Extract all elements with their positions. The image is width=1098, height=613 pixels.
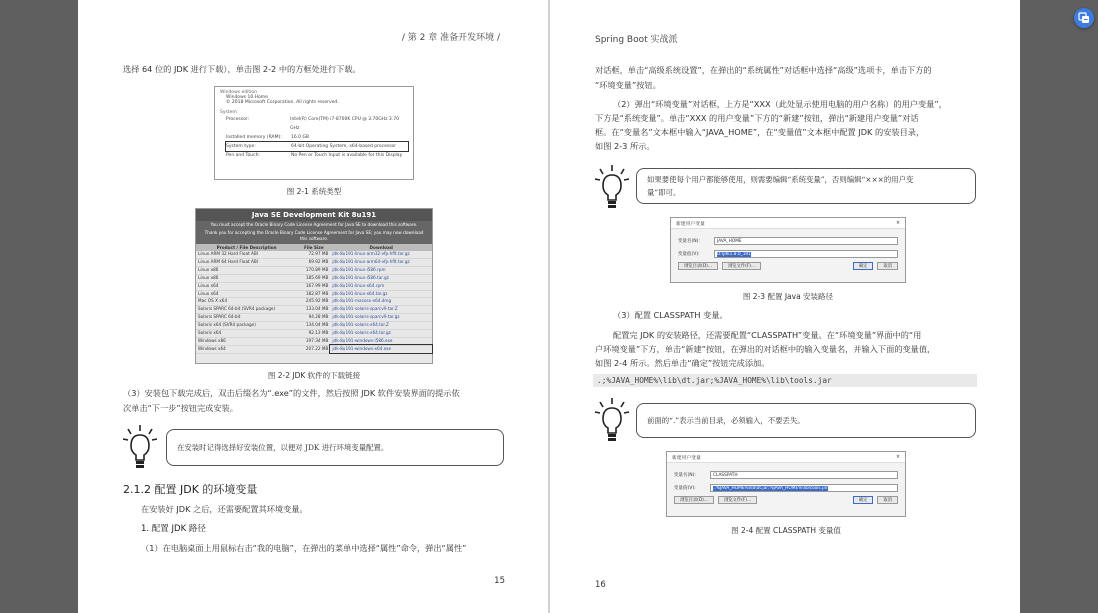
table-row xyxy=(196,274,432,282)
variable-value-input[interactable] xyxy=(714,250,898,258)
page-15 xyxy=(78,0,548,613)
cancel-button[interactable]: 取消 xyxy=(877,496,898,504)
section-heading: 2.1.2 配置 JDK 的环境变量 xyxy=(123,483,258,496)
size-cell: 134.04 MB xyxy=(297,322,330,330)
product-cell: Solaris SPARC 64-bit xyxy=(196,314,297,322)
intro-text: 选择 64 位的 JDK 进行下载），单击图 2-2 中的方框处进行下载。 xyxy=(123,64,361,74)
download-link[interactable]: jdk-8u191-linux-i586.rpm xyxy=(330,266,432,274)
system-info-row xyxy=(226,133,408,142)
product-cell: Linux x86 xyxy=(196,274,297,282)
product-cell: Linux ARM 64 Hard Float ABI xyxy=(196,258,297,266)
download-link[interactable]: jdk-8u191-windows-i586.exe xyxy=(330,337,432,345)
download-link[interactable]: jdk-8u191-linux-x64.rpm xyxy=(330,282,432,290)
variable-value-label: 变量值(V): xyxy=(674,485,696,491)
system-info-value: 64-bit Operating System, x64-based processor xyxy=(291,144,397,149)
p1-line-2: “环境变量”按钮。 xyxy=(595,80,661,90)
size-cell: 245.92 MB xyxy=(297,298,330,306)
product-cell: Linux ARM 32 Hard Float ABI xyxy=(196,251,297,258)
download-link[interactable]: jdk-8u191-linux-x64.tar.gz xyxy=(330,290,432,298)
download-link[interactable]: jdk-8u191-solaris-sparcv9.tar.Z xyxy=(330,306,432,314)
jdk-download-table xyxy=(196,244,432,354)
table-header: Download xyxy=(330,244,432,251)
lightbulb-icon xyxy=(594,397,630,445)
lightbulb-icon xyxy=(594,164,630,212)
download-link[interactable]: jdk-8u191-solaris-x64.tar.Z xyxy=(330,322,432,330)
download-link[interactable]: jdk-8u191-linux-i586.tar.gz xyxy=(330,274,432,282)
translate-icon[interactable] xyxy=(1074,8,1094,28)
table-header: Product / File Description xyxy=(196,244,297,251)
table-row xyxy=(196,282,432,290)
table-row xyxy=(196,314,432,322)
edition-label: Windows edition xyxy=(220,90,258,95)
page-number: 16 xyxy=(595,580,606,590)
subsection-3: （3）配置 CLASSPATH 变量。 xyxy=(613,310,728,320)
table-row xyxy=(196,251,432,258)
p3-line-3: 如图 2-4 所示。然后单击“确定”按钮完成添加。 xyxy=(595,358,770,368)
product-cell: Windows x86 xyxy=(196,337,297,345)
p2-line-4: 如图 2-3 所示。 xyxy=(595,141,655,151)
para-1: （1）在电脑桌面上用鼠标右击“我的电脑”，在弹出的菜单中选择“属性”命令，弹出“属性” xyxy=(141,543,467,553)
table-row xyxy=(196,322,432,330)
download-link[interactable]: jdk-8u191-linux-arm32-vfp-hflt.tar.gz xyxy=(330,251,432,258)
size-cell: 185.69 MB xyxy=(297,274,330,282)
system-info-value: Intel(R) Core(TM) i7-8700K CPU @ 3.70GHz 3.70 GHz xyxy=(290,117,399,131)
system-info-row xyxy=(226,151,408,160)
close-icon[interactable]: × xyxy=(895,220,900,226)
product-cell: Solaris x64 xyxy=(196,330,297,338)
edition-value: Windows 10 Home xyxy=(226,95,268,100)
figure-caption: 图 2-2 JDK 软件的下载链接 xyxy=(267,371,361,380)
p3-line-2: 户环境变量”下方，单击“新建”按钮，在弹出的对话框中的输入变量名，并输入下面的变量值， xyxy=(595,344,936,354)
size-cell: 167.99 MB xyxy=(297,282,330,290)
jdk-title: Java SE Development Kit 8u191 xyxy=(196,209,432,221)
product-cell: Linux x64 xyxy=(196,290,297,298)
download-link[interactable]: jdk-8u191-solaris-x64.tar.gz xyxy=(330,330,432,338)
system-info-row xyxy=(226,115,408,133)
size-cell: 170.89 MB xyxy=(297,266,330,274)
size-cell: 69.92 MB xyxy=(297,258,330,266)
size-cell: 207.22 MB xyxy=(297,345,330,353)
variable-value-row xyxy=(671,247,905,260)
p1-line-1: 对话框，单击“高级系统设置”，在弹出的“系统属性”对话框中选择“高级”选项卡，单击下方的 xyxy=(595,65,932,75)
variable-value-input[interactable] xyxy=(710,484,898,492)
product-cell: Solaris x64 (SVR4 package) xyxy=(196,322,297,330)
system-info-value: 16.0 GB xyxy=(291,135,310,140)
size-cell: 72.97 MB xyxy=(297,251,330,258)
ok-button[interactable]: 确定 xyxy=(853,262,874,270)
p3-line-1: 配置完 JDK 的安装路径，还需要配置“CLASSPATH”变量。在“环境变量”界面中的“用 xyxy=(613,330,922,340)
product-cell: Linux x86 xyxy=(196,266,297,274)
tip-line-1: 如果要使每个用户都能够使用，则需要编辑“系统变量”，否则编辑“×××的用户变 xyxy=(647,175,914,184)
product-cell: Solaris SPARC 64-bit (SVR4 package) xyxy=(196,306,297,314)
table-row xyxy=(196,290,432,298)
copyright-text: © 2018 Microsoft Corporation. All rights reserved. xyxy=(226,100,339,105)
classpath-code: .;%JAVA_HOME%\lib\dt.jar;%JAVA_HOME%\lib\tools.jar xyxy=(593,374,977,387)
size-cell: 92.13 MB xyxy=(297,330,330,338)
subsection-heading: 1. 配置 JDK 路径 xyxy=(141,524,206,534)
table-row xyxy=(196,337,432,345)
system-info-key: Installed memory (RAM): xyxy=(226,135,282,140)
system-type-screenshot xyxy=(214,86,414,180)
p2-line-1: （2）弹出“环境变量”对话框，上方是“XXX（此处显示使用电脑的用户名称）的用户变量”， xyxy=(613,99,947,109)
product-cell: Linux x64 xyxy=(196,282,297,290)
tip-line-2: 量”即可。 xyxy=(647,188,681,197)
variable-value-text: D:\jdk1.8.0_191 xyxy=(717,251,751,257)
jdk-notice-1: You must accept the Oracle Binary Code License Agreement for Java SE to download this software. xyxy=(196,221,432,229)
table-row xyxy=(196,258,432,266)
new-user-variable-dialog xyxy=(670,217,906,283)
tip-box xyxy=(636,168,976,204)
lightbulb-icon xyxy=(122,424,158,472)
dialog-titlebar xyxy=(671,218,905,229)
table-row xyxy=(196,345,432,353)
table-row xyxy=(196,298,432,306)
variable-name-input[interactable]: JAVA_HOME xyxy=(714,237,898,245)
para-3-line-1: （3）安装包下载完成后，双击后缀名为“.exe”的文件，然后按照 JDK 软件安装界面的提示依 xyxy=(123,388,460,398)
product-cell: Mac OS X x64 xyxy=(196,298,297,306)
page-16 xyxy=(550,0,1020,613)
download-link[interactable]: jdk-8u191-windows-x64.exe xyxy=(330,345,432,353)
p2-line-3: 框。在“变量名”文本框中输入“JAVA_HOME”，在“变量值”文本框中配置 JDK 的安装目录， xyxy=(595,127,925,137)
system-info-key: Pen and Touch: xyxy=(226,153,260,158)
size-cell: 197.34 MB xyxy=(297,337,330,345)
system-label: System xyxy=(220,110,237,115)
browse-directory-button[interactable]: 浏览目录(D)... xyxy=(674,496,714,504)
para-3-line-2: 次单击“下一步”按钮完成安装。 xyxy=(123,403,238,413)
browse-directory-button[interactable]: 浏览目录(D)... xyxy=(678,262,718,270)
variable-name-label: 变量名(N): xyxy=(678,238,700,244)
tip-box: 前面的“.”表示当前目录，必须输入，不要丢失。 xyxy=(636,403,976,438)
product-cell: Windows x64 xyxy=(196,345,297,353)
variable-name-input[interactable]: CLASSPATH xyxy=(710,471,898,479)
download-link[interactable]: jdk-8u191-linux-arm64-vfp-hflt.tar.gz xyxy=(330,258,432,266)
size-cell: 133.04 MB xyxy=(297,306,330,314)
dialog-buttons xyxy=(671,260,905,272)
variable-name-row xyxy=(667,468,905,481)
variable-value-label: 变量值(V): xyxy=(678,251,700,257)
chapter-header: / 第 2 章 准备开发环境 / xyxy=(401,33,500,43)
download-link[interactable]: jdk-8u191-solaris-sparcv9.tar.gz xyxy=(330,314,432,322)
variable-name-row xyxy=(671,234,905,247)
browse-file-button[interactable]: 浏览文件(F)... xyxy=(718,496,757,504)
dialog-title: 新建用户变量 xyxy=(672,455,701,461)
table-row xyxy=(196,266,432,274)
system-info-key: Processor: xyxy=(226,117,250,122)
table-row xyxy=(196,306,432,314)
browse-file-button[interactable]: 浏览文件(F)... xyxy=(722,262,761,270)
section-intro: 在安装好 JDK 之后，还需要配置其环境变量。 xyxy=(141,504,308,514)
size-cell: 94.28 MB xyxy=(297,314,330,322)
figure-caption: 图 2-4 配置 CLASSPATH 变量值 xyxy=(731,526,841,535)
system-info-value: No Pen or Touch Input is available for this Display xyxy=(291,153,403,158)
tip-box: 在安装时记得选择好安装位置，以便对 JDK 进行环境变量配置。 xyxy=(166,429,504,466)
dialog-title: 新建用户变量 xyxy=(676,221,705,227)
table-header: File Size xyxy=(297,244,330,251)
variable-name-label: 变量名(N): xyxy=(674,472,696,478)
ok-button[interactable]: 确定 xyxy=(853,496,874,504)
jdk-download-screenshot xyxy=(195,208,433,364)
page-number: 15 xyxy=(494,576,505,586)
cancel-button[interactable]: 取消 xyxy=(877,262,898,270)
book-header: Spring Boot 实战派 xyxy=(595,35,678,45)
size-cell: 182.87 MB xyxy=(297,290,330,298)
variable-value-text: .;%JAVA_HOME%\lib\dt.jar;%JAVA_HOME%\lib\tools.jar xyxy=(713,485,828,491)
dialog-buttons xyxy=(667,494,905,506)
figure-caption: 图 2-1 系统类型 xyxy=(286,187,342,196)
close-icon[interactable]: × xyxy=(895,454,900,460)
download-link[interactable]: jdk-8u191-macosx-x64.dmg xyxy=(330,298,432,306)
figure-caption: 图 2-3 配置 Java 安装路径 xyxy=(742,292,834,301)
translate-glyph-icon xyxy=(1078,12,1090,24)
dialog-titlebar xyxy=(667,452,905,463)
new-classpath-variable-dialog xyxy=(666,451,906,517)
system-rows xyxy=(220,115,408,160)
jdk-notice-2: Thank you for accepting the Oracle Binary Code License Agreement for Java SE; you may now download this software. xyxy=(196,229,432,244)
table-row xyxy=(196,330,432,338)
system-info-key: System type: xyxy=(226,144,256,149)
system-info-row xyxy=(226,142,408,151)
p2-line-2: 下方是“系统变量”。单击“XXX 的用户变量”下方的“新建”按钮，弹出“新建用户变量”对话 xyxy=(595,113,919,123)
variable-value-row xyxy=(667,481,905,494)
